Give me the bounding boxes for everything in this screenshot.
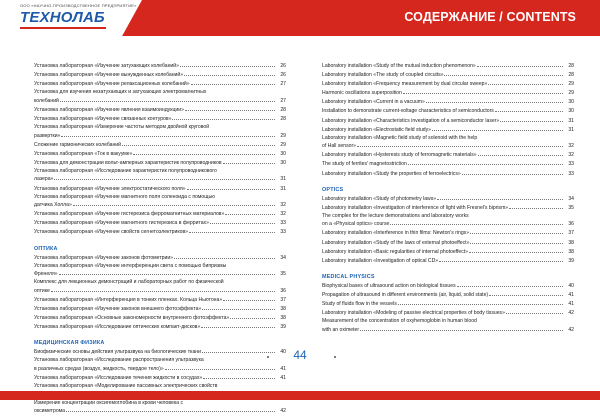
toc-entry-title: of Hall sensor» xyxy=(322,143,356,150)
toc-entry-line xyxy=(322,126,574,135)
toc-entry[interactable] xyxy=(34,150,286,159)
toc-entry[interactable] xyxy=(322,257,574,266)
toc-leader-dots xyxy=(462,170,563,175)
toc-entry-line xyxy=(34,201,286,210)
toc-page-number: 35 xyxy=(280,271,286,278)
section-spacer xyxy=(322,266,574,273)
toc-entry[interactable] xyxy=(34,62,286,71)
toc-entry-title: датчика Холла» xyxy=(34,202,72,209)
toc-entry-title: Установка лабораторная «Исследование оптических компакт-дисков» xyxy=(34,324,201,331)
toc-page-number: 30 xyxy=(568,108,574,115)
toc-entry[interactable] xyxy=(34,210,286,219)
toc-entry[interactable] xyxy=(322,80,574,89)
toc-entry-title: Laboratory installation «Magnetic field study of solenoid with the help xyxy=(322,134,478,141)
toc-entry-title: Установка лабораторная «Изучение релаксационных колебаний» xyxy=(34,81,190,88)
toc-leader-dots xyxy=(73,201,275,206)
toc-entry[interactable] xyxy=(322,309,574,318)
toc-entry-title: Laboratory installation «Study of the mutual induction phenomenon» xyxy=(322,63,476,69)
toc-page-number: 33 xyxy=(568,161,574,168)
toc-leader-dots xyxy=(398,300,563,305)
toc-page-number: 28 xyxy=(280,115,286,122)
toc-entry-title: Laboratory installation «Hysteresis study of ferromagnetic materials» xyxy=(322,152,477,159)
toc-entry[interactable] xyxy=(322,318,574,334)
toc-entry-line xyxy=(34,71,286,80)
toc-entry[interactable] xyxy=(34,228,286,237)
toc-entry-line xyxy=(34,210,286,219)
toc-entry[interactable] xyxy=(34,263,286,279)
toc-entry[interactable] xyxy=(34,194,286,210)
toc-page-number: 39 xyxy=(280,324,286,331)
toc-entry-line xyxy=(34,141,286,150)
toc-leader-dots xyxy=(172,115,275,120)
toc-entry-line xyxy=(34,323,286,332)
page-number: 44 xyxy=(293,348,307,362)
toc-entry[interactable] xyxy=(322,71,574,80)
toc-leader-dots xyxy=(509,204,563,209)
toc-entry-line xyxy=(34,115,286,124)
toc-entry-line xyxy=(34,254,286,263)
footer-bar xyxy=(0,391,600,400)
toc-page-number: 42 xyxy=(568,310,574,317)
toc-entry-line xyxy=(34,89,286,97)
toc-entry[interactable] xyxy=(322,117,574,126)
toc-entry-title: оптике xyxy=(34,287,50,294)
toc-entry-line xyxy=(34,185,286,194)
toc-leader-dots xyxy=(187,185,275,190)
toc-entry[interactable] xyxy=(322,160,574,169)
toc-entry-title: Биофизические основы действия ультразвука на биологические ткани xyxy=(34,349,201,356)
toc-entry-line xyxy=(322,160,574,169)
toc-leader-dots xyxy=(357,142,563,147)
toc-entry-title: Laboratory installation «Investigation of interference of light with Fresnel's biprism» xyxy=(322,204,509,211)
toc-entry-line xyxy=(34,287,286,296)
toc-page-number: 29 xyxy=(280,132,286,139)
toc-entry[interactable] xyxy=(34,296,286,305)
toc-entry-line xyxy=(34,263,286,271)
toc-entry[interactable] xyxy=(34,141,286,150)
toc-leader-dots xyxy=(174,254,275,259)
toc-leader-dots xyxy=(203,374,275,379)
toc-entry-line xyxy=(34,314,286,323)
toc-entry-title: Installation to demonstrate current-voltage characteristics of semiconductors xyxy=(322,108,494,115)
toc-page-number: 38 xyxy=(568,248,574,255)
toc-entry-title: Laboratory installation «Study of the laws of external photoeffect» xyxy=(322,239,470,246)
toc-page-number: 33 xyxy=(280,229,286,236)
section-spacer xyxy=(34,332,286,339)
toc-leader-dots xyxy=(437,195,563,200)
toc-entry-line xyxy=(34,365,286,374)
contents-column-en xyxy=(322,62,574,335)
toc-page-number: 42 xyxy=(280,408,286,415)
toc-entry[interactable] xyxy=(322,213,574,229)
toc-entry-title: Laboratory installation «Electrostatic field study» xyxy=(322,126,432,133)
toc-entry[interactable] xyxy=(34,159,286,168)
toc-entry-line xyxy=(34,374,286,383)
toc-entry[interactable] xyxy=(34,115,286,124)
toc-entry-title: развертки» xyxy=(34,132,61,139)
toc-entry-line xyxy=(34,407,286,416)
section-spacer xyxy=(34,238,286,245)
toc-leader-dots xyxy=(185,106,275,111)
toc-entry-title: Laboratory installation «Basic regularities of internal photoeffect» xyxy=(322,248,469,255)
toc-entry[interactable] xyxy=(34,323,286,332)
toc-entry-title: Установка лабораторная «Изучение связанных контуров» xyxy=(34,115,172,122)
toc-entry-line xyxy=(34,124,286,132)
toc-entry-title: Установка лабораторная «Изучение магнитного гистерезиса в ферритах» xyxy=(34,220,209,227)
toc-page-number: 42 xyxy=(568,326,574,333)
toc-page-number: 30 xyxy=(280,159,286,166)
toc-entry-line xyxy=(322,62,574,71)
toc-leader-dots xyxy=(210,219,275,224)
toc-entry-title: колебаний xyxy=(34,97,59,104)
toc-leader-dots xyxy=(439,257,563,262)
toc-entry-line xyxy=(322,98,574,107)
toc-entry[interactable] xyxy=(322,170,574,179)
toc-leader-dots xyxy=(60,97,275,102)
toc-entry-title: Комплекс для лекционных демонстраций и лабораторных работ по физической xyxy=(34,279,224,286)
toc-entry-title: Установка лабораторная «Изучение затухающих колебаний» xyxy=(34,63,179,69)
toc-leader-dots xyxy=(500,117,563,122)
page-marker-dot xyxy=(267,356,269,358)
toc-entry-line xyxy=(322,300,574,309)
toc-entry[interactable] xyxy=(322,107,574,116)
toc-entry[interactable] xyxy=(34,305,286,314)
toc-entry[interactable] xyxy=(322,248,574,257)
toc-entry-title: Laboratory installation «The study of coupled circuits» xyxy=(322,72,444,79)
toc-page-number: 38 xyxy=(568,239,574,246)
toc-entry[interactable] xyxy=(34,219,286,228)
toc-leader-dots xyxy=(469,248,563,253)
section-heading: МЕДИЦИНСКАЯ ФИЗИКА xyxy=(34,340,105,347)
toc-entry[interactable] xyxy=(322,135,574,151)
toc-leader-dots xyxy=(189,228,275,233)
toc-page-number: 41 xyxy=(568,300,574,307)
toc-entry-line xyxy=(34,168,286,176)
toc-entry-title: on a «Physical optics» course xyxy=(322,221,390,228)
toc-entry[interactable] xyxy=(322,300,574,309)
toc-entry[interactable] xyxy=(34,71,286,80)
toc-entry-title: Study of fluids flow in the vessels xyxy=(322,300,397,307)
toc-entry-title: Установка лабораторная «Основные закономерности внутреннего фотоэффекта» xyxy=(34,314,230,321)
toc-entry[interactable] xyxy=(34,374,286,383)
toc-page-number: 31 xyxy=(280,185,286,192)
toc-page-number: 28 xyxy=(280,106,286,113)
toc-page-number: 41 xyxy=(568,291,574,298)
toc-entry-title: Измерение концентрации оксигемоглобина в крови человека с xyxy=(34,399,183,406)
toc-leader-dots xyxy=(61,132,275,137)
toc-entry-title: Установка для демонстрации вольт-амперных характеристик полупроводников xyxy=(34,159,222,166)
toc-entry-title: оксиметрома xyxy=(34,408,66,415)
toc-entry-line xyxy=(34,305,286,314)
toc-page-number: 32 xyxy=(568,152,574,159)
logo-underline xyxy=(20,27,106,29)
toc-leader-dots xyxy=(426,98,563,103)
toc-entry-title: Установка лабораторная «Исследование характеристик полупроводникового xyxy=(34,167,217,174)
toc-page-number: 29 xyxy=(280,141,286,148)
toc-page-number: 37 xyxy=(280,296,286,303)
section-heading: MEDICAL PHYSICS xyxy=(322,273,375,280)
toc-entry[interactable] xyxy=(34,314,286,323)
toc-leader-dots xyxy=(54,175,275,180)
toc-entry-line xyxy=(34,150,286,159)
contents-column-ru xyxy=(34,62,286,416)
toc-page-number: 26 xyxy=(280,63,286,69)
page-title: СОДЕРЖАНИЕ / CONTENTS xyxy=(404,10,576,24)
toc-leader-dots xyxy=(488,80,563,85)
toc-entry-title: Laboratory installation «Study the properties of ferroelectrics» xyxy=(322,170,461,177)
toc-leader-dots xyxy=(202,305,275,310)
toc-page-number: 41 xyxy=(280,365,286,372)
toc-entry-title: Установка лабораторная «Исследование распространения ультразвука xyxy=(34,357,204,364)
toc-page-number: 35 xyxy=(568,204,574,211)
toc-entry-title: The study of ferrites' magnetostriction xyxy=(322,161,407,168)
toc-entry-title: Biophysical bases of ultrasound action on biological tissues xyxy=(322,282,456,289)
toc-entry[interactable] xyxy=(34,279,286,295)
toc-entry-line xyxy=(34,279,286,287)
toc-entry-title: Френеля» xyxy=(34,271,58,278)
toc-entry-title: Установка лабораторная «Измерение частоты методом двойной круговой xyxy=(34,124,210,131)
toc-entry-line xyxy=(322,117,574,126)
toc-entry-line xyxy=(322,291,574,300)
toc-leader-dots xyxy=(180,62,275,67)
toc-leader-dots xyxy=(133,150,275,155)
toc-leader-dots xyxy=(478,151,563,156)
toc-page-number: 40 xyxy=(568,282,574,289)
toc-page-number: 27 xyxy=(280,81,286,88)
toc-entry[interactable] xyxy=(34,254,286,263)
toc-entry-title: Laboratory installation «Interference in thin films: Newton's rings» xyxy=(322,230,470,237)
toc-entry-line xyxy=(34,383,286,391)
toc-entry-line xyxy=(34,400,286,408)
toc-entry[interactable] xyxy=(322,239,574,248)
toc-entry[interactable] xyxy=(34,80,286,89)
toc-entry[interactable] xyxy=(34,168,286,184)
toc-entry-title: Harmonic oscillations superposition xyxy=(322,90,402,97)
toc-entry[interactable] xyxy=(322,282,574,291)
toc-leader-dots xyxy=(403,89,563,94)
toc-page-number: 31 xyxy=(280,176,286,183)
toc-leader-dots xyxy=(223,159,275,164)
toc-entry-title: Установка лабораторная «Изучение интерференции света с помощью бипризмы xyxy=(34,262,227,269)
toc-leader-dots xyxy=(489,291,563,296)
toc-page-number: 29 xyxy=(568,81,574,88)
toc-entry-line xyxy=(322,229,574,238)
toc-leader-dots xyxy=(457,282,563,287)
toc-entry-line xyxy=(322,204,574,213)
toc-entry-line xyxy=(322,257,574,266)
toc-leader-dots xyxy=(470,229,563,234)
toc-leader-dots xyxy=(390,220,563,225)
toc-entry-line xyxy=(34,175,286,184)
toc-entry-line xyxy=(34,106,286,115)
toc-entry-title: Установка лабораторная «Изучение магнитного поля соленоида с помощью xyxy=(34,193,215,200)
toc-entry[interactable] xyxy=(322,229,574,238)
toc-entry-title: with an oximeter xyxy=(322,326,360,333)
toc-leader-dots xyxy=(495,107,563,112)
toc-entry-line xyxy=(34,159,286,168)
toc-leader-dots xyxy=(506,309,563,314)
toc-entry-line xyxy=(322,326,574,335)
toc-page-number: 34 xyxy=(280,254,286,261)
toc-leader-dots xyxy=(432,126,563,131)
toc-entry[interactable] xyxy=(322,291,574,300)
toc-page-number: 32 xyxy=(280,211,286,218)
toc-page-number: 39 xyxy=(568,257,574,264)
toc-entry-line xyxy=(322,80,574,89)
toc-leader-dots xyxy=(202,348,275,353)
section-spacer xyxy=(322,179,574,186)
toc-entry[interactable] xyxy=(34,400,286,416)
toc-entry[interactable] xyxy=(322,62,574,71)
toc-leader-dots xyxy=(51,287,275,292)
toc-leader-dots xyxy=(225,210,275,215)
toc-leader-dots xyxy=(470,239,563,244)
toc-page-number: 29 xyxy=(568,90,574,97)
toc-page-number: 30 xyxy=(280,150,286,157)
toc-entry-line xyxy=(322,213,574,221)
toc-entry-line xyxy=(34,62,286,71)
toc-page-number: 31 xyxy=(568,117,574,124)
toc-entry-line xyxy=(34,357,286,365)
toc-entry-title: Установка лабораторная «Изучение явления взаимоиндукции» xyxy=(34,106,184,113)
toc-entry-title: в различных средах (воздух, жидкость, твердое тело)» xyxy=(34,365,164,372)
toc-page-number: 33 xyxy=(280,220,286,227)
toc-entry[interactable] xyxy=(34,357,286,373)
toc-entry-title: Laboratory installation «Investigation of optical CD» xyxy=(322,257,439,264)
toc-entry-title: Установка лабораторная «Изучение электростатического поля» xyxy=(34,185,186,192)
toc-entry-line xyxy=(34,348,286,357)
toc-page-number: 41 xyxy=(280,374,286,381)
toc-entry-line xyxy=(322,135,574,143)
toc-entry-title: Laboratory installation «Modeling of passive electrical properties of body tissues» xyxy=(322,310,505,317)
toc-entry[interactable] xyxy=(322,98,574,107)
toc-page-number: 27 xyxy=(280,97,286,104)
toc-entry[interactable] xyxy=(322,151,574,160)
toc-entry-line xyxy=(34,219,286,228)
toc-entry-line xyxy=(322,89,574,98)
toc-leader-dots xyxy=(66,407,275,412)
toc-entry[interactable] xyxy=(34,348,286,357)
toc-entry[interactable] xyxy=(322,89,574,98)
toc-leader-dots xyxy=(230,314,275,319)
toc-entry-line xyxy=(34,228,286,237)
toc-entry-title: Laboratory installation «Frequency measurement by dual circular sweep» xyxy=(322,81,488,88)
toc-entry-title: Установка лабораторная «Изучение вынужденных колебаний» xyxy=(34,72,184,79)
company-logo: ТЕХНОЛАБ xyxy=(20,9,105,26)
toc-entry-line xyxy=(322,282,574,291)
toc-page-number: 28 xyxy=(568,63,574,69)
toc-entry-title: Установка лабораторная «Изучение гистерезиса ферромагнитных материалов» xyxy=(34,211,225,218)
toc-entry-line xyxy=(34,132,286,141)
toc-entry-line xyxy=(322,142,574,151)
toc-entry[interactable] xyxy=(34,106,286,115)
toc-entry-title: Laboratory installation «Study of photometry laws» xyxy=(322,195,437,202)
toc-entry-line xyxy=(34,296,286,305)
toc-page-number: 31 xyxy=(568,126,574,133)
toc-leader-dots xyxy=(184,71,275,76)
toc-entry[interactable] xyxy=(322,204,574,213)
toc-entry-title: Laboratory installation «Current in a vacuum» xyxy=(322,99,425,106)
toc-entry-line xyxy=(322,248,574,257)
toc-leader-dots xyxy=(122,141,275,146)
toc-entry-title: Установка лабораторная «Изучение законов внешнего фотоэффекта» xyxy=(34,305,202,312)
toc-entry[interactable] xyxy=(34,89,286,105)
toc-leader-dots xyxy=(477,62,563,67)
toc-entry-title: Установка лабораторная «Исследование течения жидкости в сосудах» xyxy=(34,374,203,381)
toc-entry-title: Propagation of ultrasound in different environments (air, liquid, solid state) xyxy=(322,291,489,298)
toc-entry-line xyxy=(322,239,574,248)
toc-page-number: 40 xyxy=(280,349,286,356)
toc-page-number: 36 xyxy=(568,221,574,228)
toc-page-number: 38 xyxy=(280,314,286,321)
toc-leader-dots xyxy=(201,323,275,328)
toc-leader-dots xyxy=(165,365,275,370)
toc-entry-title: Установка лабораторная «Моделирование пассивных электрических свойств xyxy=(34,382,218,389)
toc-page-number: 34 xyxy=(568,195,574,202)
toc-leader-dots xyxy=(408,160,563,165)
toc-page-number: 36 xyxy=(280,287,286,294)
toc-page-number: 33 xyxy=(568,170,574,177)
toc-leader-dots xyxy=(360,326,563,331)
toc-entry-line xyxy=(322,71,574,80)
toc-page-number: 30 xyxy=(568,99,574,106)
toc-entry-line xyxy=(34,194,286,202)
toc-entry-line xyxy=(322,107,574,116)
section-heading: ОПТИКА xyxy=(34,245,58,252)
toc-entry-line xyxy=(322,170,574,179)
toc-page-number: 32 xyxy=(568,143,574,150)
toc-leader-dots xyxy=(59,270,275,275)
page-header xyxy=(0,0,600,36)
toc-entry-title: Сложение гармонических колебаний xyxy=(34,141,121,148)
page-marker-dot xyxy=(334,356,336,358)
toc-page-number: 32 xyxy=(280,202,286,209)
toc-entry-line xyxy=(322,309,574,318)
toc-entry-line xyxy=(322,151,574,160)
toc-entry[interactable] xyxy=(322,126,574,135)
toc-entry-line xyxy=(322,220,574,229)
toc-entry-title: Measurement of the concentration of oxyhemoglobin in human blood xyxy=(322,318,477,325)
toc-leader-dots xyxy=(191,80,275,85)
toc-entry-title: Установка для изучения незатухающих и затухающих электромагнитных xyxy=(34,89,207,96)
toc-entry-line xyxy=(34,80,286,89)
toc-page-number: 37 xyxy=(568,230,574,237)
toc-entry-title: Установка лабораторная «Ток в вакууме» xyxy=(34,150,133,157)
toc-entry-title: The complex for the lecture demonstrations and laboratory works xyxy=(322,212,469,219)
toc-entry-line xyxy=(322,195,574,204)
toc-entry-line xyxy=(34,270,286,279)
toc-entry-title: Установка лабораторная «Изучение законов фотометрии» xyxy=(34,254,174,261)
toc-leader-dots xyxy=(223,296,275,301)
section-heading: OPTICS xyxy=(322,186,344,193)
toc-entry-title: Установка лабораторная «Изучение свойств сегнетоэлектриков» xyxy=(34,229,189,236)
toc-entry-title: Установка лабораторная «Интерференция в тонких пленках. Кольца Ньютона» xyxy=(34,296,223,303)
toc-leader-dots xyxy=(444,71,563,76)
toc-entry-title: Laboratory installation «Characteristics investigation of a semiconductor laser» xyxy=(322,117,500,124)
toc-entry[interactable] xyxy=(34,124,286,140)
toc-entry-line xyxy=(34,97,286,106)
toc-entry-line xyxy=(322,318,574,326)
toc-entry[interactable] xyxy=(322,195,574,204)
toc-page-number: 28 xyxy=(568,72,574,79)
toc-entry[interactable] xyxy=(34,185,286,194)
toc-entry-title: лазера» xyxy=(34,176,54,183)
toc-page-number: 26 xyxy=(280,72,286,79)
toc-page-number: 38 xyxy=(280,305,286,312)
logo-tagline: ООО «НАУЧНО-ПРОИЗВОДСТВЕННОЕ ПРЕДПРИЯТИЕ» xyxy=(20,3,137,8)
